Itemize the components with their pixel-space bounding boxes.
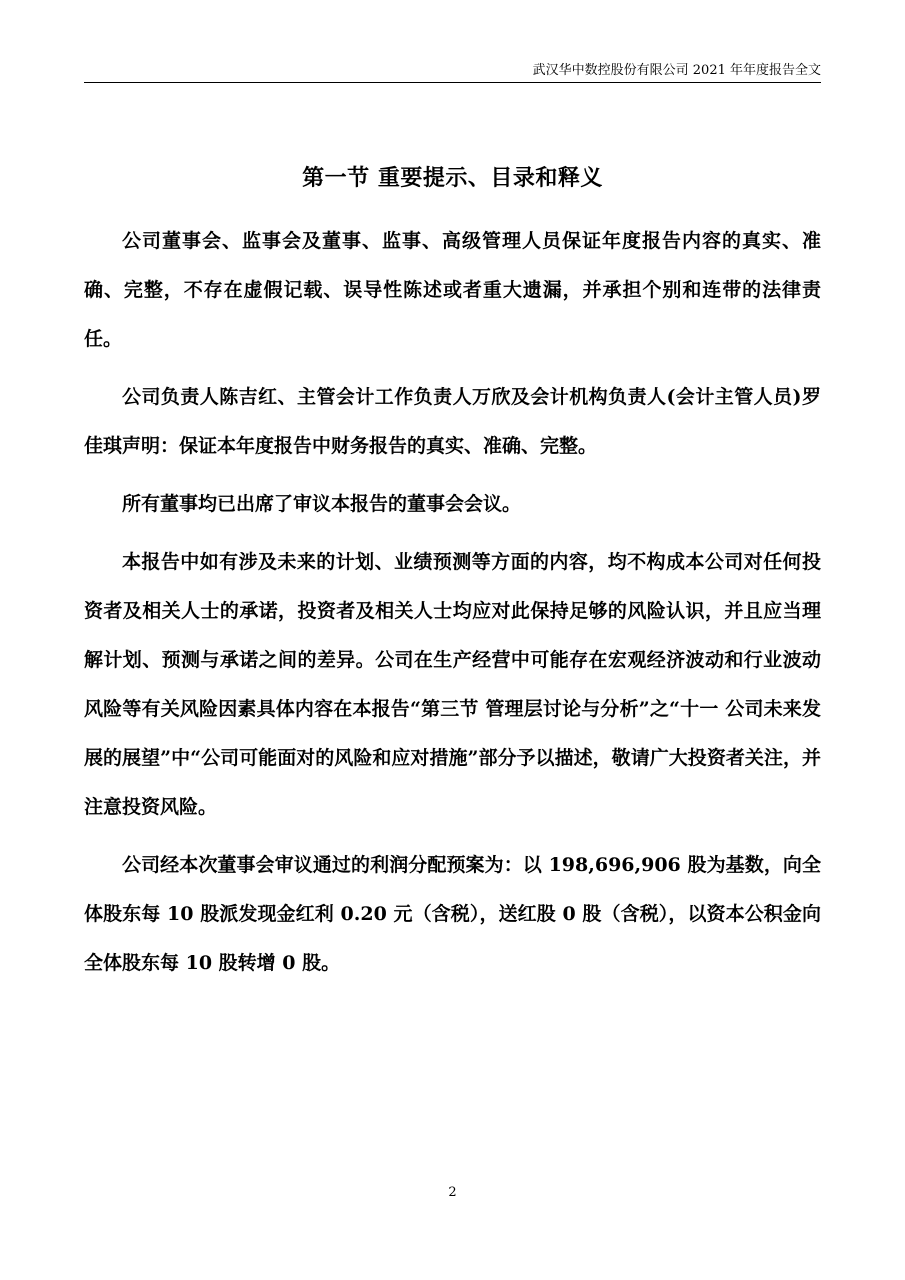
- paragraph-profit-distribution: 公司经本次董事会审议通过的利润分配预案为：以 198,696,906 股为基数，向全体股东每 10 股派发现金红利 0.20 元（含税），送红股 0 股（含税），以资本公积金向全体股东每 10 股转增 0 股。: [84, 854, 821, 974]
- paragraph-responsible-persons-statement: 公司负责人陈吉红、主管会计工作负责人万欣及会计机构负责人(会计主管人员)罗佳琪声明：保证本年度报告中财务报告的真实、准确、完整。: [84, 386, 821, 457]
- body-text: [84, 217, 821, 997]
- running-header: 武汉华中数控股份有限公司 2021 年年度报告全文: [532, 63, 821, 78]
- paragraph-directors-attendance: 所有董事均已出席了审议本报告的董事会会议。: [122, 493, 522, 515]
- page-number: 2: [448, 1185, 457, 1200]
- section-title: 第一节 重要提示、目录和释义: [302, 164, 603, 191]
- header-divider: [84, 82, 821, 83]
- paragraph-forward-looking-risk: 本报告中如有涉及未来的计划、业绩预测等方面的内容，均不构成本公司对任何投资者及相关人士的承诺，投资者及相关人士均应对此保持足够的风险认识，并且应当理解计划、预测与承诺之间的差异。公司在生产经营中可能存在宏观经济波动和行业波动风险等有关风险因素具体内容在本报告“第三节 管理层讨论与分析”之“十一 公司未来发展的展望”中“公司可能面对的风险和应对措施”部分予以描述，敬请广大投资者关注，并注意投资风险。: [84, 551, 821, 818]
- paragraph-board-guarantee: 公司董事会、监事会及董事、监事、高级管理人员保证年度报告内容的真实、准确、完整，不存在虚假记载、误导性陈述或者重大遗漏，并承担个别和连带的法律责任。: [84, 230, 821, 350]
